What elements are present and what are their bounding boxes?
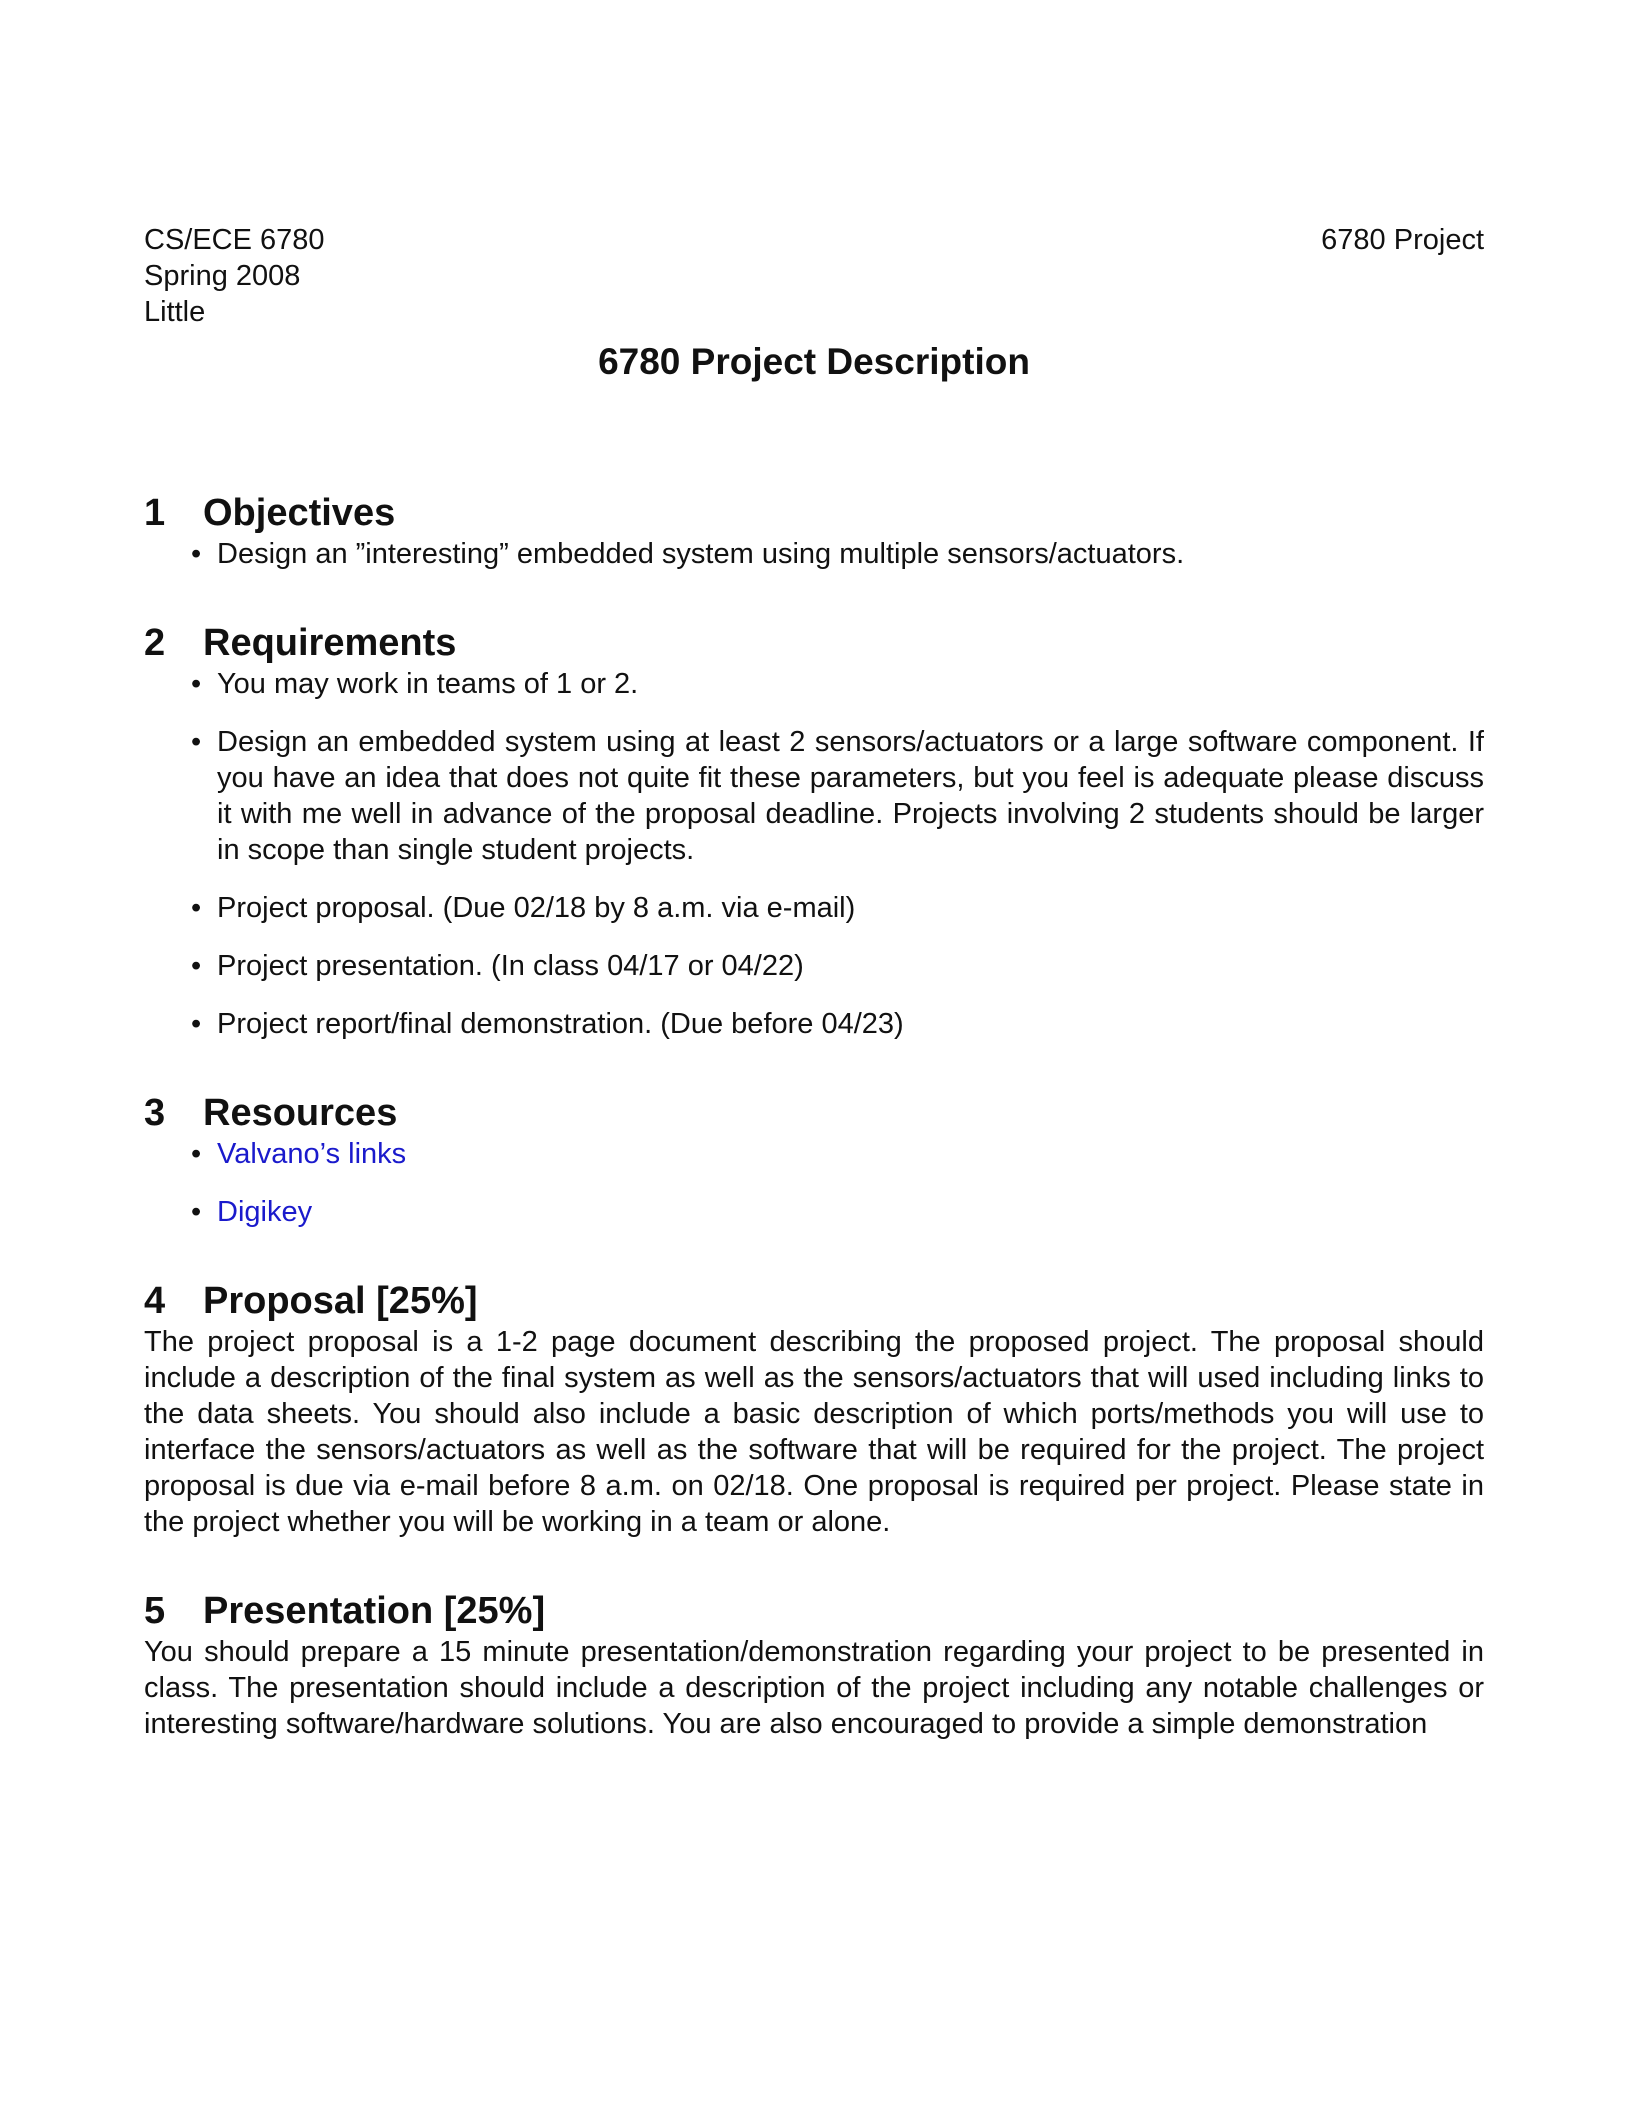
section-title: Requirements <box>203 622 457 664</box>
section-heading <box>144 490 1484 536</box>
bullet-icon: • <box>191 726 202 758</box>
header-left-block <box>144 222 1484 330</box>
section-requirements <box>144 620 1484 1042</box>
document-page <box>144 222 1484 1742</box>
section-presentation <box>144 1588 1484 1742</box>
section-title: Presentation [25%] <box>203 1590 546 1632</box>
section-heading <box>144 1588 1484 1634</box>
section-number: 1 <box>144 492 166 534</box>
list-item <box>144 536 1484 572</box>
course-code: CS/ECE 6780 <box>144 224 325 256</box>
list-item <box>144 1006 1484 1042</box>
section-objectives <box>144 490 1484 572</box>
section-number: 5 <box>144 1590 166 1632</box>
list-item-text: You may work in teams of 1 or 2. <box>217 668 639 700</box>
section-number: 3 <box>144 1092 166 1134</box>
list-item <box>144 666 1484 702</box>
section-heading <box>144 1278 1484 1324</box>
list-item <box>144 948 1484 984</box>
bullet-icon: • <box>191 892 202 924</box>
section-heading <box>144 1090 1484 1136</box>
bullet-icon: • <box>191 1008 202 1040</box>
page-header <box>144 222 1484 330</box>
section-resources <box>144 1090 1484 1230</box>
section-number: 4 <box>144 1280 166 1322</box>
section-proposal <box>144 1278 1484 1540</box>
list-item <box>144 724 1484 868</box>
header-right-label: 6780 Project <box>1321 224 1484 256</box>
section-title: Proposal [25%] <box>203 1280 478 1322</box>
bullet-icon: • <box>191 950 202 982</box>
section-body: The project proposal is a 1-2 page document describing the proposed project. The proposal should include a description of the final system as well as the sensors/actuators that will used including links to the data sheets. You should also include a basic description of which ports/methods you will use to interface the sensors/actuators as well as the software that will be required for the project. The project proposal is due via e-mail before 8 a.m. on 02/18. One proposal is required per project. Please state in the project whether you will be working in a team or alone. <box>144 1326 1484 1538</box>
document-title: 6780 Project Description <box>598 341 1030 382</box>
section-number: 2 <box>144 622 166 664</box>
digikey-link[interactable]: Digikey <box>217 1196 313 1228</box>
list-item-text: Project presentation. (In class 04/17 or 04/22) <box>217 950 804 982</box>
bullet-icon: • <box>191 1138 202 1170</box>
bullet-list <box>144 536 1484 572</box>
section-body: You should prepare a 15 minute presentation/demonstration regarding your project to be presented in class. The presentation should include a description of the project including any notable challenges or interesting software/hardware solutions. You are also encouraged to provide a simple demonstration <box>144 1636 1484 1740</box>
section-title: Objectives <box>203 492 396 534</box>
list-item <box>144 890 1484 926</box>
list-item-text: Project report/final demonstration. (Due before 04/23) <box>217 1008 904 1040</box>
link-list <box>144 1136 1484 1230</box>
bullet-icon: • <box>191 538 202 570</box>
course-instructor: Little <box>144 296 206 328</box>
course-term: Spring 2008 <box>144 260 301 292</box>
bullet-icon: • <box>191 1196 202 1228</box>
list-item <box>144 1136 1484 1172</box>
list-item-text: Design an ”interesting” embedded system using multiple sensors/actuators. <box>217 538 1185 570</box>
section-title: Resources <box>203 1092 398 1134</box>
list-item-text: Project proposal. (Due 02/18 by 8 a.m. via e-mail) <box>217 892 856 924</box>
bullet-icon: • <box>191 668 202 700</box>
valvano-links-link[interactable]: Valvano’s links <box>217 1138 407 1170</box>
bullet-list <box>144 666 1484 1042</box>
list-item-text: Design an embedded system using at least 2 sensors/actuators or a large software component. If you have an idea that does not quite fit these parameters, but you feel is adequate please discuss it with me well in advance of the proposal deadline. Projects involving 2 students should be larger in scope than single student projects. <box>217 726 1484 866</box>
list-item <box>144 1194 1484 1230</box>
section-heading <box>144 620 1484 666</box>
